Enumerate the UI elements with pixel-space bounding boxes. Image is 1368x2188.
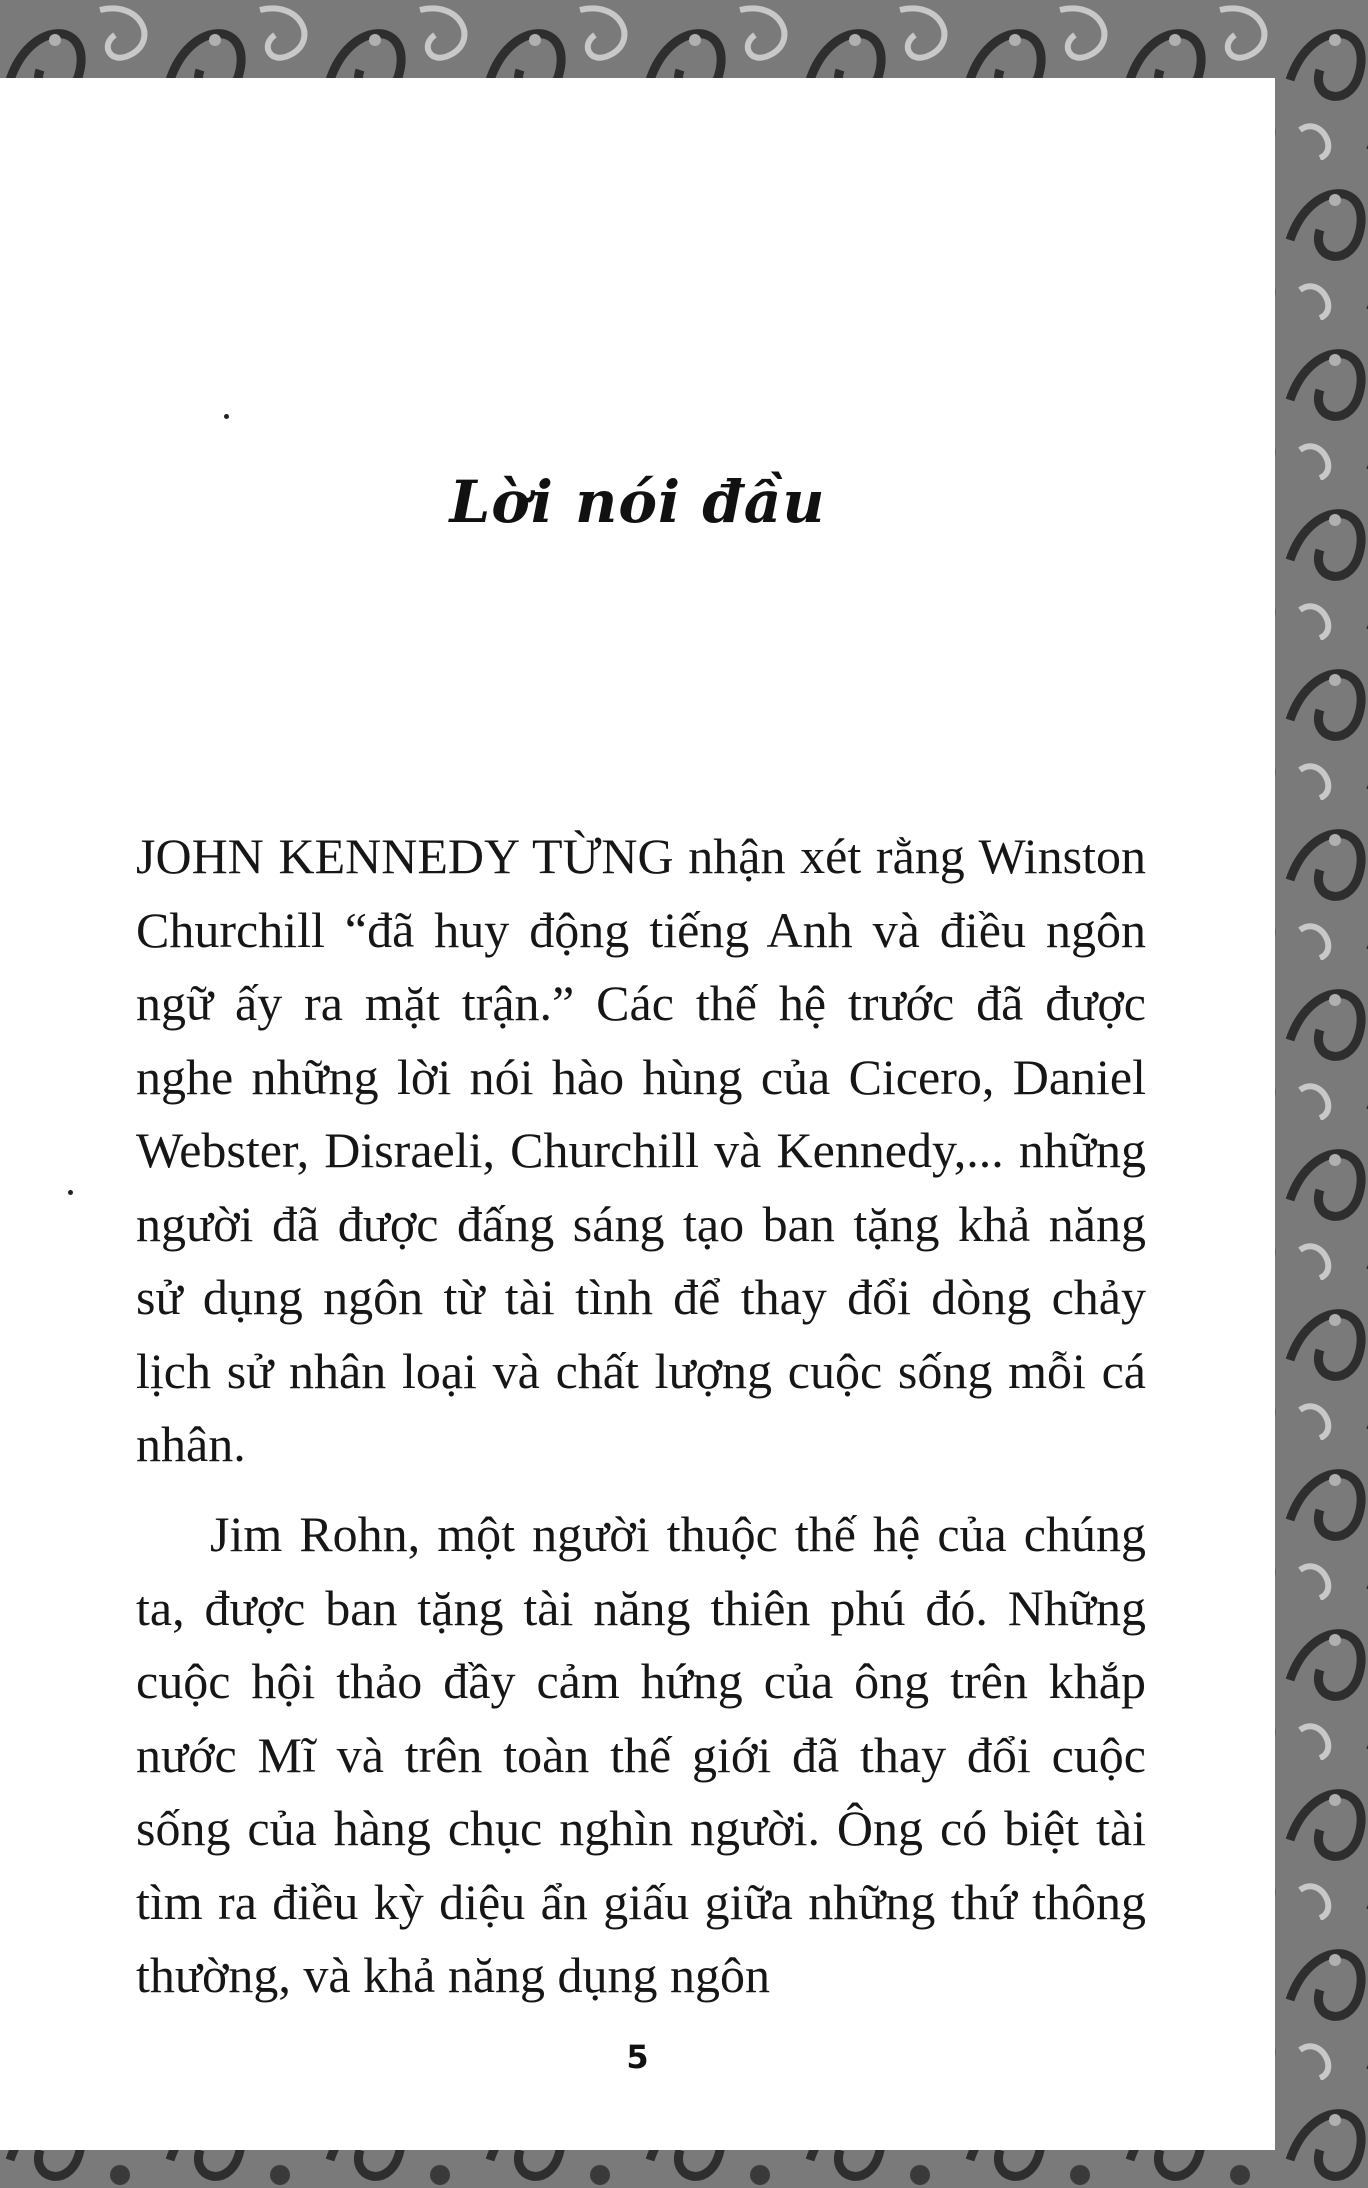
book-page — [0, 78, 1275, 2150]
paragraph-2: Jim Rohn, một người thuộc thế hệ của chúng ta, được ban tặng tài năng thiên phú đó. Những cuộc hội thảo đầy cảm hứng của ông trên khắp nước Mĩ và trên toàn thế giới đã thay đổi cuộc sống của hàng chục nghìn người. Ông có biệt tài tìm ra điều kỳ diệu ẩn giấu giữa những thứ thông thường, và khả năng dụng ngôn — [136, 1506, 1146, 2003]
scan-speck — [68, 1190, 73, 1195]
page-number: 5 — [626, 2038, 649, 2076]
paragraph-1: JOHN KENNEDY TỪNG nhận xét rằng Winston Churchill “đã huy động tiếng Anh và điều ngôn ngữ ấy ra mặt trận.” Các thế hệ trước đã được nghe những lời nói hào hùng của Cicero, Daniel Webster, Disraeli, Churchill và Kennedy,... những người đã được đấng sáng tạo ban tặng khả năng sử dụng ngôn từ tài tình để thay đổi dòng chảy lịch sử nhân loại và chất lượng cuộc sống mỗi cá nhân. — [136, 828, 1146, 1472]
scan-speck — [224, 414, 229, 419]
page-title: Lời nói đầu — [449, 468, 826, 536]
